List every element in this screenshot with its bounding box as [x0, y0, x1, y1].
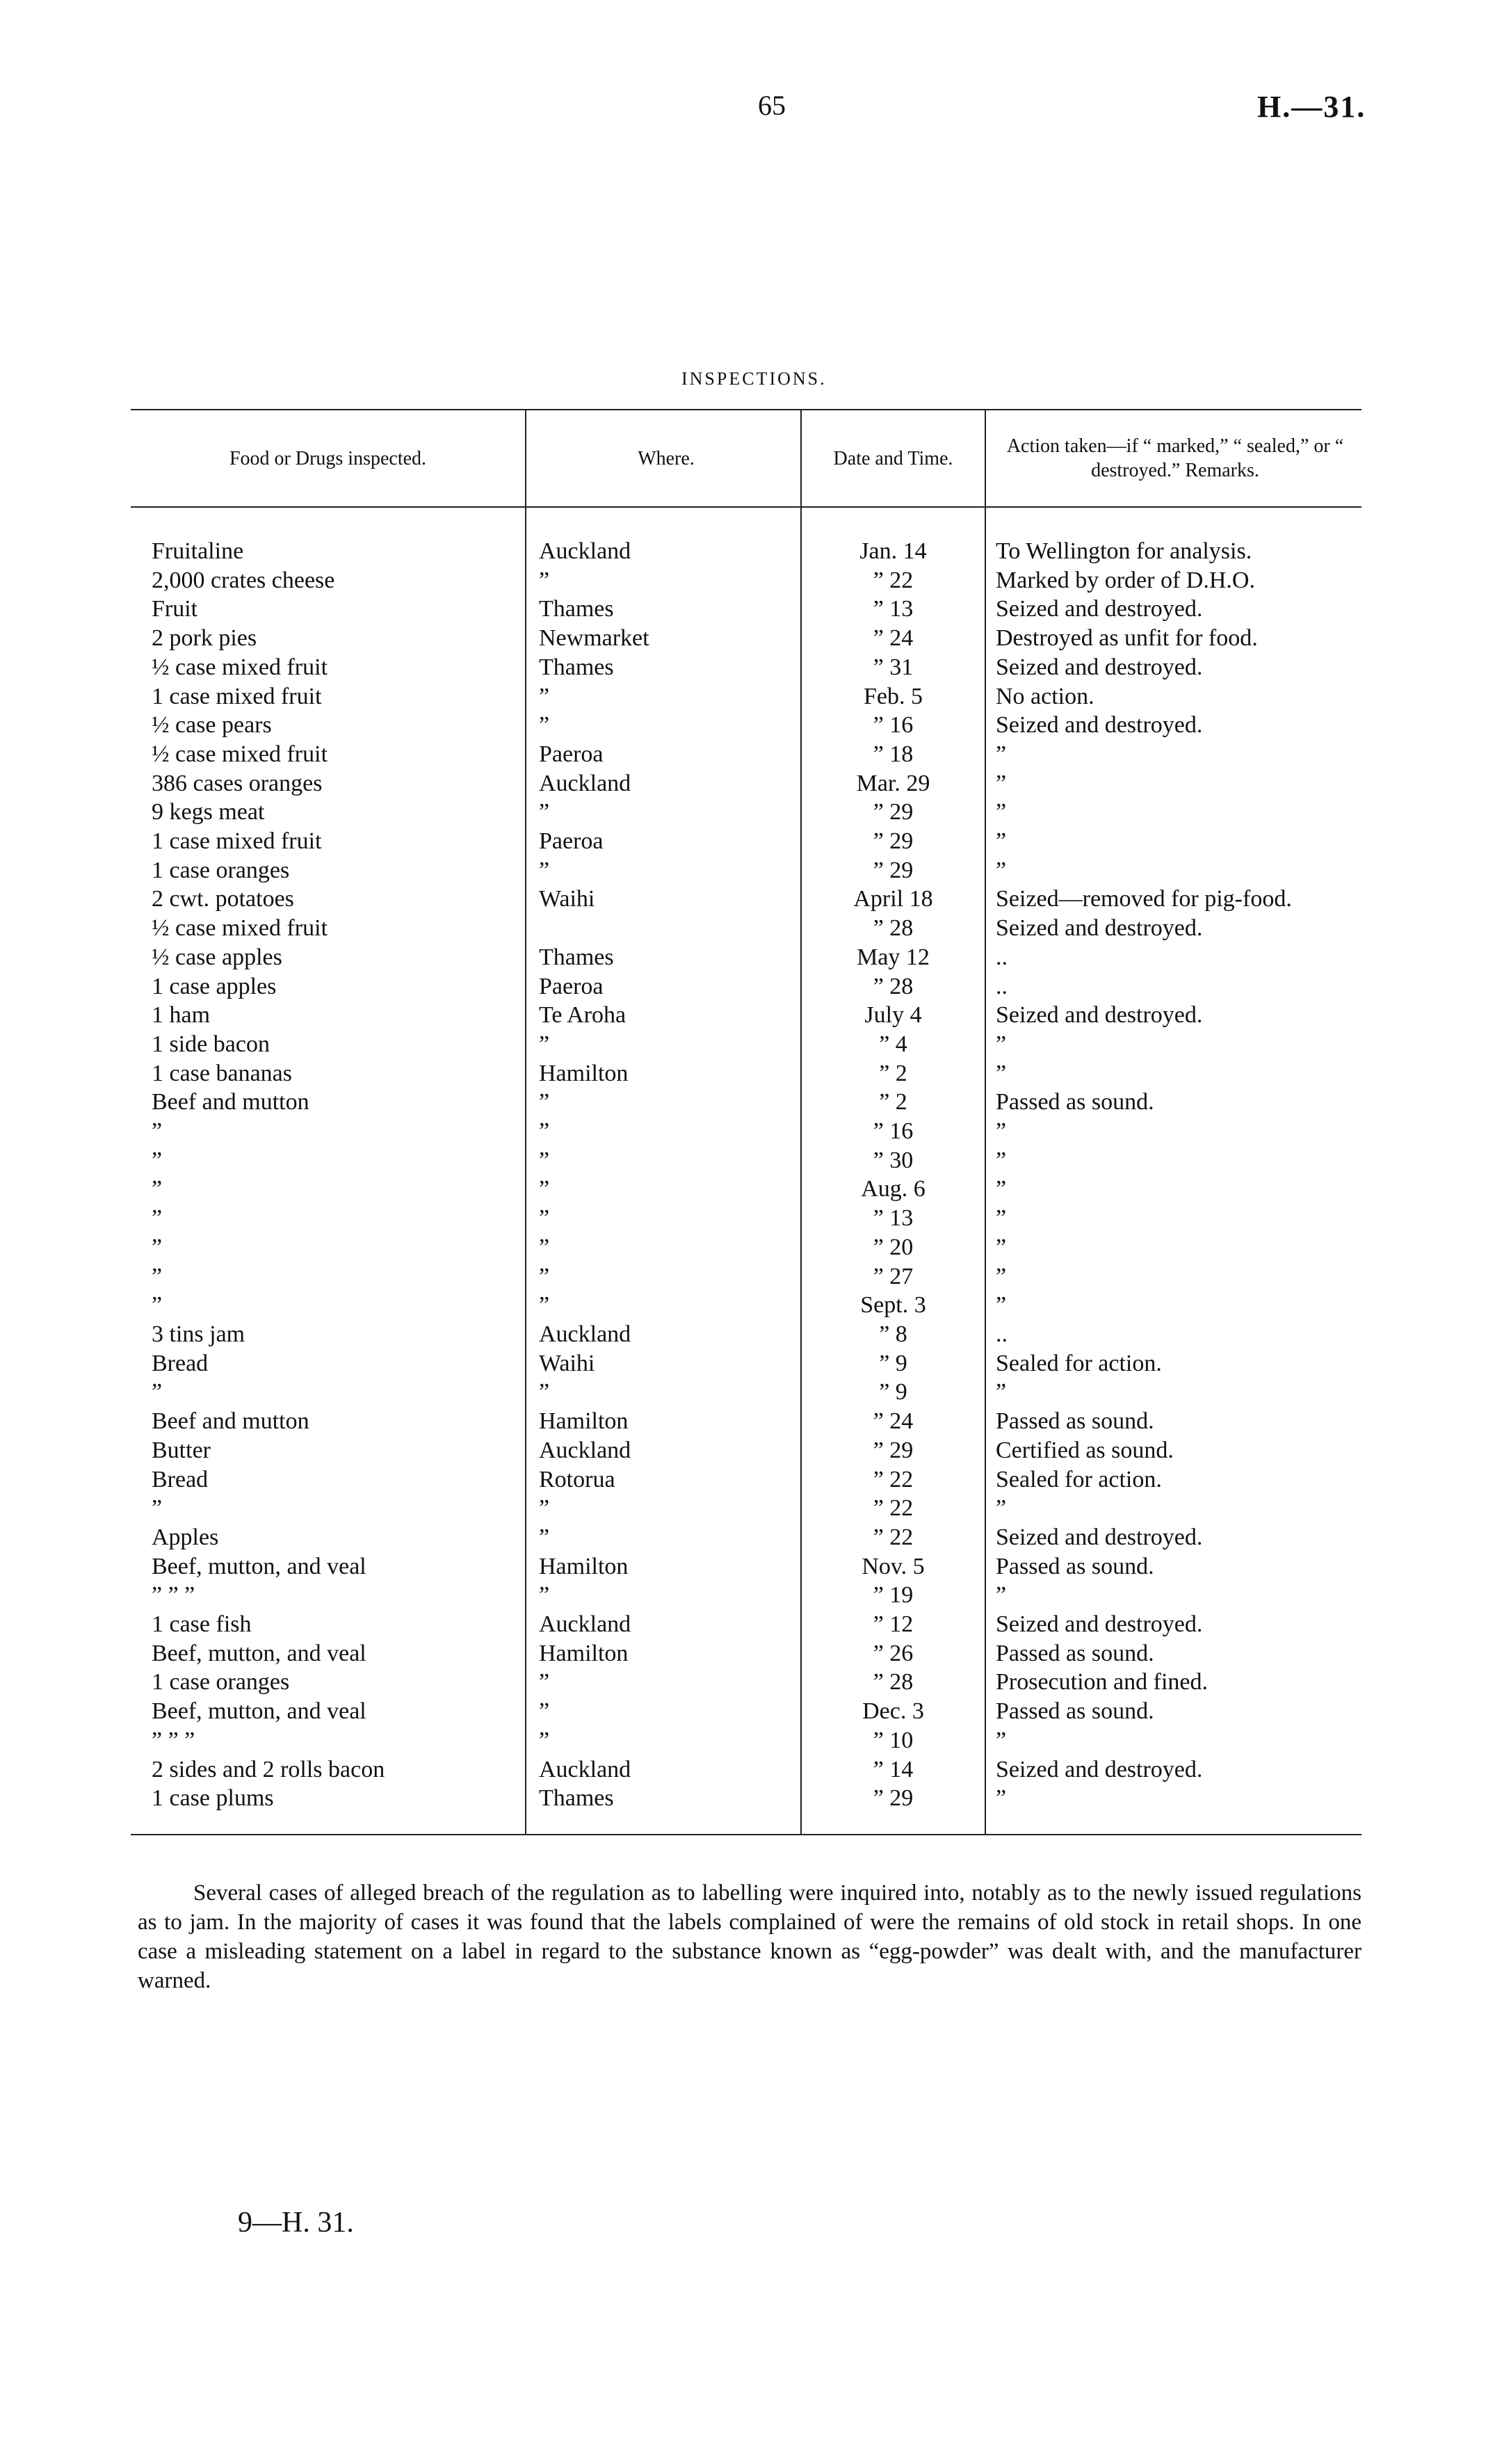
where-cell: Thames: [526, 653, 801, 682]
table-row: [131, 1581, 1361, 1610]
food-cell: 2 pork pies: [152, 625, 257, 652]
where-cell: Hamilton: [526, 1552, 801, 1581]
where-cell: ”: [526, 566, 801, 595]
table-row: [131, 827, 1361, 856]
food-cell: 1 ham: [152, 1002, 211, 1029]
food-cell: 1 case fish: [152, 1611, 252, 1638]
table-row: [131, 769, 1361, 798]
action-cell: Seized and destroyed.: [985, 1610, 1361, 1639]
date-cell: ” 28: [801, 1668, 985, 1697]
date-cell: May 12: [801, 943, 985, 972]
end-cell: [801, 1813, 985, 1835]
end-cell: [131, 1813, 526, 1835]
table-row: [131, 595, 1361, 624]
table-row: [131, 1030, 1361, 1059]
date-cell: ” 30: [801, 1146, 985, 1175]
date-cell: ” 10: [801, 1726, 985, 1755]
action-cell: ”: [985, 1262, 1361, 1291]
food-cell: ”: [152, 1205, 163, 1232]
where-cell: ”: [526, 1204, 801, 1233]
where-cell: ”: [526, 1291, 801, 1320]
table-row: [131, 1494, 1361, 1523]
date-cell: ” 9: [801, 1349, 985, 1378]
food-cell: Beef, mutton, and veal: [152, 1698, 366, 1725]
spacer-cell: [801, 507, 985, 537]
where-cell: Waihi: [526, 885, 801, 914]
food-cell: 1 case bananas: [152, 1060, 293, 1086]
table-row: [131, 740, 1361, 769]
food-cell: ½ case mixed fruit: [152, 654, 328, 680]
table-row: [131, 1697, 1361, 1726]
food-cell: ”: [152, 1263, 163, 1289]
date-cell: Jan. 14: [801, 537, 985, 566]
action-cell: ”: [985, 1494, 1361, 1523]
action-cell: Passed as sound.: [985, 1639, 1361, 1668]
food-cell: 1 side bacon: [152, 1031, 270, 1057]
food-cell: 9 kegs meat: [152, 799, 265, 826]
where-cell: Paeroa: [526, 740, 801, 769]
spacer-cell: [985, 507, 1361, 537]
table-row: [131, 1088, 1361, 1117]
date-cell: ” 29: [801, 827, 985, 856]
where-cell: Auckland: [526, 1755, 801, 1785]
where-cell: ”: [526, 1030, 801, 1059]
where-cell: ”: [526, 1668, 801, 1697]
header-food: Food or Drugs inspected.: [131, 410, 526, 507]
where-cell: ”: [526, 856, 801, 885]
food-cell: 2 sides and 2 rolls bacon: [152, 1756, 385, 1782]
food-cell: Beef and mutton: [152, 1089, 309, 1116]
action-cell: ”: [985, 1030, 1361, 1059]
action-cell: Seized and destroyed.: [985, 1755, 1361, 1785]
action-cell: Seized—removed for pig-food.: [985, 885, 1361, 914]
where-cell: Auckland: [526, 1610, 801, 1639]
end-cell: [526, 1813, 801, 1835]
table-row: [131, 1320, 1361, 1349]
table-row: [131, 914, 1361, 943]
where-cell: Thames: [526, 943, 801, 972]
table-row: [131, 711, 1361, 740]
table-row: [131, 1175, 1361, 1204]
table-row: [131, 943, 1361, 972]
where-cell: ”: [526, 711, 801, 740]
table-row: [131, 624, 1361, 653]
action-cell: ”: [985, 1726, 1361, 1755]
action-cell: Seized and destroyed.: [985, 595, 1361, 624]
action-cell: Marked by order of D.H.O.: [985, 566, 1361, 595]
table-spacer-row: [131, 507, 1361, 537]
where-cell: ”: [526, 798, 801, 827]
where-cell: ”: [526, 1523, 801, 1552]
food-cell: ”: [152, 1234, 163, 1260]
table-row: [131, 856, 1361, 885]
action-cell: Seized and destroyed.: [985, 653, 1361, 682]
date-cell: ” 22: [801, 566, 985, 595]
food-cell: ”: [152, 1118, 163, 1145]
food-cell: 386 cases oranges: [152, 770, 323, 796]
page-number: 65: [758, 90, 786, 121]
action-cell: ”: [985, 1581, 1361, 1610]
table-row: [131, 1668, 1361, 1697]
action-cell: No action.: [985, 682, 1361, 711]
table-end-row: [131, 1813, 1361, 1835]
where-cell: ”: [526, 1378, 801, 1407]
table-row: [131, 798, 1361, 827]
where-cell: [526, 914, 801, 943]
date-cell: ” 27: [801, 1262, 985, 1291]
section-title: INSPECTIONS.: [681, 369, 827, 389]
food-cell: 1 case apples: [152, 973, 277, 999]
action-cell: Passed as sound.: [985, 1552, 1361, 1581]
end-cell: [985, 1813, 1361, 1835]
where-cell: Thames: [526, 595, 801, 624]
date-cell: ” 4: [801, 1030, 985, 1059]
table-row: [131, 1378, 1361, 1407]
where-cell: Waihi: [526, 1349, 801, 1378]
food-cell: 1 case oranges: [152, 1669, 290, 1696]
food-cell: Beef and mutton: [152, 1408, 309, 1435]
food-cell: Fruit: [152, 596, 198, 622]
date-cell: ” 13: [801, 1204, 985, 1233]
date-cell: ” 22: [801, 1494, 985, 1523]
where-cell: Auckland: [526, 1320, 801, 1349]
date-cell: ” 8: [801, 1320, 985, 1349]
action-cell: ”: [985, 740, 1361, 769]
food-cell: 2 cwt. potatoes: [152, 886, 294, 912]
date-cell: ” 26: [801, 1639, 985, 1668]
where-cell: ”: [526, 1494, 801, 1523]
action-cell: ”: [985, 1146, 1361, 1175]
food-cell: ”: [152, 1147, 163, 1173]
date-cell: ” 31: [801, 653, 985, 682]
food-cell: ½ case pears: [152, 712, 272, 739]
date-cell: ” 16: [801, 1117, 985, 1146]
date-cell: ” 13: [801, 595, 985, 624]
action-cell: Seized and destroyed.: [985, 1001, 1361, 1030]
table-header-row: [131, 410, 1361, 507]
date-cell: ” 24: [801, 1407, 985, 1436]
food-cell: 1 case plums: [152, 1785, 274, 1812]
date-cell: ” 19: [801, 1581, 985, 1610]
where-cell: Auckland: [526, 537, 801, 566]
action-cell: Passed as sound.: [985, 1407, 1361, 1436]
document-reference: H.—31.: [1257, 90, 1366, 124]
where-cell: Newmarket: [526, 624, 801, 653]
date-cell: ” 20: [801, 1233, 985, 1262]
table-row: [131, 1436, 1361, 1465]
action-cell: ”: [985, 1378, 1361, 1407]
date-cell: ” 9: [801, 1378, 985, 1407]
food-cell: ”: [152, 1379, 163, 1406]
where-cell: Hamilton: [526, 1059, 801, 1088]
where-cell: ”: [526, 1697, 801, 1726]
date-cell: ” 16: [801, 711, 985, 740]
action-cell: Passed as sound.: [985, 1697, 1361, 1726]
food-cell: 1 case mixed fruit: [152, 683, 322, 709]
table-row: [131, 1291, 1361, 1320]
action-cell: To Wellington for analysis.: [985, 537, 1361, 566]
header-action: Action taken—if “ marked,” “ sealed,” or “ destroyed.” Remarks.: [985, 410, 1361, 507]
food-cell: ”: [152, 1292, 163, 1319]
where-cell: ”: [526, 1088, 801, 1117]
table-row: [131, 537, 1361, 566]
inspections-table: [131, 409, 1361, 1835]
where-cell: Auckland: [526, 769, 801, 798]
date-cell: Aug. 6: [801, 1175, 985, 1204]
spacer-cell: [526, 507, 801, 537]
date-cell: ” 28: [801, 914, 985, 943]
date-cell: Sept. 3: [801, 1291, 985, 1320]
where-cell: ”: [526, 1175, 801, 1204]
action-cell: Seized and destroyed.: [985, 711, 1361, 740]
table-row: [131, 1059, 1361, 1088]
table-row: [131, 972, 1361, 1001]
table-row: [131, 1349, 1361, 1378]
where-cell: Hamilton: [526, 1407, 801, 1436]
table-row: [131, 1204, 1361, 1233]
action-cell: ”: [985, 856, 1361, 885]
food-cell: 1 case oranges: [152, 857, 290, 883]
table-row: [131, 1523, 1361, 1552]
table-row: [131, 653, 1361, 682]
food-cell: Bread: [152, 1350, 209, 1376]
food-cell: Beef, mutton, and veal: [152, 1553, 366, 1579]
footer-signature: 9—H. 31.: [238, 2207, 354, 2239]
action-cell: Destroyed as unfit for food.: [985, 624, 1361, 653]
action-cell: Seized and destroyed.: [985, 914, 1361, 943]
action-cell: ”: [985, 1117, 1361, 1146]
where-cell: ”: [526, 1262, 801, 1291]
action-cell: ”: [985, 1175, 1361, 1204]
date-cell: Feb. 5: [801, 682, 985, 711]
action-cell: Sealed for action.: [985, 1349, 1361, 1378]
where-cell: Rotorua: [526, 1465, 801, 1495]
where-cell: ”: [526, 1233, 801, 1262]
action-cell: ”: [985, 1291, 1361, 1320]
where-cell: ”: [526, 682, 801, 711]
action-cell: ”: [985, 1233, 1361, 1262]
where-cell: Thames: [526, 1784, 801, 1813]
action-cell: ”: [985, 798, 1361, 827]
action-cell: ”: [985, 769, 1361, 798]
date-cell: ” 12: [801, 1610, 985, 1639]
food-cell: ½ case apples: [152, 944, 282, 970]
date-cell: ” 18: [801, 740, 985, 769]
table-row: [131, 1639, 1361, 1668]
food-cell: 3 tins jam: [152, 1321, 245, 1347]
table-row: [131, 566, 1361, 595]
food-cell: 1 case mixed fruit: [152, 828, 322, 855]
table-body: [131, 507, 1361, 1835]
date-cell: Dec. 3: [801, 1697, 985, 1726]
remarks-paragraph: Several cases of alleged breach of the regulation as to labelling were inquired into, notably as to the newly issued regulations as to jam. In the majority of cases it was found that the labels complained of were the remains of old stock in retail shops. In one case a misleading statement on a label in regard to the substance known as “egg-powder” was dealt with, and the manufacturer warned.: [138, 1881, 1361, 1993]
where-cell: Paeroa: [526, 972, 801, 1001]
table-row: [131, 1262, 1361, 1291]
action-cell: ”: [985, 827, 1361, 856]
where-cell: ”: [526, 1117, 801, 1146]
header-where: Where.: [526, 410, 801, 507]
action-cell: ”: [985, 1204, 1361, 1233]
food-cell: ”: [152, 1176, 163, 1202]
where-cell: ”: [526, 1726, 801, 1755]
table-row: [131, 1117, 1361, 1146]
action-cell: ”: [985, 1059, 1361, 1088]
table-row: [131, 1552, 1361, 1581]
action-cell: ”: [985, 1784, 1361, 1813]
table-row: [131, 1726, 1361, 1755]
date-cell: July 4: [801, 1001, 985, 1030]
table-row: [131, 885, 1361, 914]
where-cell: ”: [526, 1146, 801, 1175]
food-cell: 2,000 crates cheese: [152, 567, 335, 593]
table-row: [131, 1465, 1361, 1495]
food-cell: ”: [152, 1495, 163, 1522]
food-cell: ” ” ”: [152, 1727, 195, 1753]
action-cell: Certified as sound.: [985, 1436, 1361, 1465]
food-cell: ½ case mixed fruit: [152, 915, 328, 942]
date-cell: ” 28: [801, 972, 985, 1001]
date-cell: ” 22: [801, 1465, 985, 1495]
food-cell: Beef, mutton, and veal: [152, 1640, 366, 1666]
where-cell: Hamilton: [526, 1639, 801, 1668]
food-cell: Fruitaline: [152, 538, 244, 564]
date-cell: ” 2: [801, 1059, 985, 1088]
where-cell: Auckland: [526, 1436, 801, 1465]
food-cell: ½ case mixed fruit: [152, 741, 328, 767]
action-cell: ..: [985, 972, 1361, 1001]
action-cell: Prosecution and fined.: [985, 1668, 1361, 1697]
date-cell: Mar. 29: [801, 769, 985, 798]
date-cell: ” 2: [801, 1088, 985, 1117]
action-cell: Passed as sound.: [985, 1088, 1361, 1117]
table-row: [131, 1146, 1361, 1175]
date-cell: ” 22: [801, 1523, 985, 1552]
table-row: [131, 1784, 1361, 1813]
date-cell: ” 29: [801, 1436, 985, 1465]
action-cell: ..: [985, 943, 1361, 972]
date-cell: ” 14: [801, 1755, 985, 1785]
spacer-cell: [131, 507, 526, 537]
date-cell: Nov. 5: [801, 1552, 985, 1581]
action-cell: Sealed for action.: [985, 1465, 1361, 1495]
food-cell: Butter: [152, 1437, 211, 1463]
date-cell: ” 29: [801, 798, 985, 827]
date-cell: April 18: [801, 885, 985, 914]
table-row: [131, 1233, 1361, 1262]
where-cell: ”: [526, 1581, 801, 1610]
date-cell: ” 24: [801, 624, 985, 653]
food-cell: Bread: [152, 1466, 209, 1492]
where-cell: Te Aroha: [526, 1001, 801, 1030]
where-cell: Paeroa: [526, 827, 801, 856]
date-cell: ” 29: [801, 1784, 985, 1813]
table-row: [131, 1001, 1361, 1030]
food-cell: Apples: [152, 1524, 219, 1550]
table-row: [131, 1610, 1361, 1639]
table-row: [131, 682, 1361, 711]
table-row: [131, 1407, 1361, 1436]
table-row: [131, 1755, 1361, 1785]
food-cell: ” ” ”: [152, 1582, 195, 1609]
header-date: Date and Time.: [801, 410, 985, 507]
action-cell: Seized and destroyed.: [985, 1523, 1361, 1552]
action-cell: ..: [985, 1320, 1361, 1349]
date-cell: ” 29: [801, 856, 985, 885]
